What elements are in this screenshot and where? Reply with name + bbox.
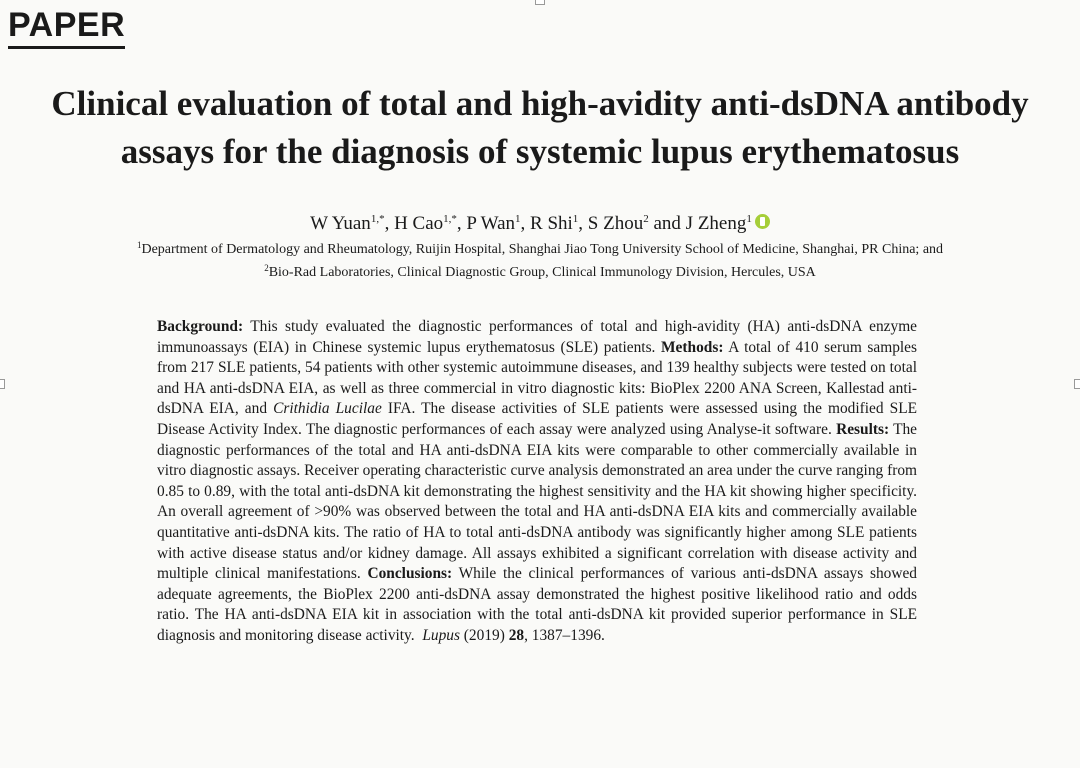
author: P Wan [466, 213, 516, 234]
author: J Zheng [685, 213, 747, 234]
abstract-methods: A total of 410 serum samples from 217 SLE patients, 54 patients with other systemic autoimmune diseases, and 139 healthy subjects were tested on total and HA anti-dsDNA EIA, as well as three commercial in vitro diagnostic kits: BioPlex 2200 ANA Screen, Kallestad anti-dsDNA EIA, and [157, 338, 917, 418]
author-separator: , [520, 213, 531, 234]
author: R Shi [530, 213, 573, 234]
author-affiliation-mark: 1 [572, 213, 579, 225]
author-affiliation-mark: 1,* [370, 213, 385, 225]
author-separator: , [456, 213, 467, 234]
abstract-conclusions: While the clinical performances of various anti-dsDNA assays showed adequate agreements, the BioPlex 2200 anti-dsDNA assay demonstrated the highest positive likelihood ratio and odds ratio. The HA anti-dsDNA EIA kit in association with the total anti-dsDNA kit provided superior performance in SLE diagnosis and monitoring disease activity. [157, 565, 918, 644]
section-label: PAPER [8, 6, 125, 49]
affiliation-mark: 1 [136, 240, 142, 250]
author-separator: , [384, 213, 395, 234]
author: S Zhou [587, 213, 644, 234]
author-affiliation-mark: 1 [746, 213, 752, 225]
resize-handle-top[interactable] [535, 0, 545, 5]
abstract-background: This study evaluated the diagnostic performances of total and high-avidity (HA) anti-dsDNA enzyme immunoassays (EIA) in Chinese systemic lupus erythematosus (SLE) patients. [157, 318, 917, 356]
citation-year: (2019) [459, 626, 509, 644]
affiliation [0, 259, 1080, 282]
author: H Cao [394, 213, 444, 234]
title-line-1: Clinical evaluation of total and high-avidity anti-dsDNA antibody [51, 84, 1029, 123]
citation-pages: , 1387–1396. [524, 626, 605, 644]
citation-journal: Lupus [422, 626, 460, 644]
abstract-methods-label: Methods: [661, 338, 724, 356]
author-affiliation-mark: 2 [643, 213, 649, 225]
author-affiliation-mark: 1,* [443, 213, 457, 225]
affiliation [0, 236, 1080, 259]
affiliation-text: Department of Dermatology and Rheumatology, Ruijin Hospital, Shanghai Jiao Tong University School of Medicine, Shanghai, PR China; and [141, 242, 944, 257]
resize-handle-left[interactable] [0, 379, 5, 389]
abstract-conclusions-label: Conclusions: [367, 565, 453, 583]
author-separator: , [578, 213, 588, 234]
abstract-methods-cont: IFA. The disease activities of SLE patients were assessed using the modified SLE Disease Activity Index. The diagnostic performances of each assay were analyzed using Analyse-it software. [157, 400, 917, 438]
abstract-background-label: Background: [157, 318, 244, 335]
author-affiliation-mark: 1 [515, 213, 521, 225]
affiliation-list [0, 236, 1080, 282]
author-separator: and [648, 213, 686, 234]
orcid-icon[interactable] [755, 214, 770, 229]
abstract-methods-organism: Crithidia Lucilae [273, 400, 382, 418]
affiliation-text: Bio-Rad Laboratories, Clinical Diagnostic Group, Clinical Immunology Division, Hercules, USA [268, 265, 816, 280]
abstract-results-label: Results: [836, 420, 890, 438]
title-line-2: assays for the diagnosis of systemic lupus erythematosus [120, 132, 960, 171]
abstract [157, 317, 917, 647]
resize-handle-right[interactable] [1074, 379, 1080, 389]
affiliation-mark: 2 [264, 263, 269, 273]
paper-title [0, 80, 1080, 176]
abstract-results: The diagnostic performances of the total and HA anti-dsDNA EIA kits were comparable to other commercially available in vitro diagnostic assays. Receiver operating characteristic curve analysis demonstrated an area under the curve ranging from 0.85 to 0.89, with the total anti-dsDNA kit demonstrating the highest sensitivity and the HA kit showing higher specificity. An overall agreement of >90% was observed between the total and HA anti-dsDNA EIA kits and commercially available quantitative anti-dsDNA kits. The ratio of HA to total anti-dsDNA antibody was significantly higher among SLE patients with active disease status and/or kidney damage. All assays exhibited a significant correlation with disease activity and multiple clinical manifestations. [157, 420, 918, 583]
author-list [0, 206, 1080, 237]
citation-volume: 28 [508, 626, 525, 644]
author: W Yuan [310, 213, 371, 234]
